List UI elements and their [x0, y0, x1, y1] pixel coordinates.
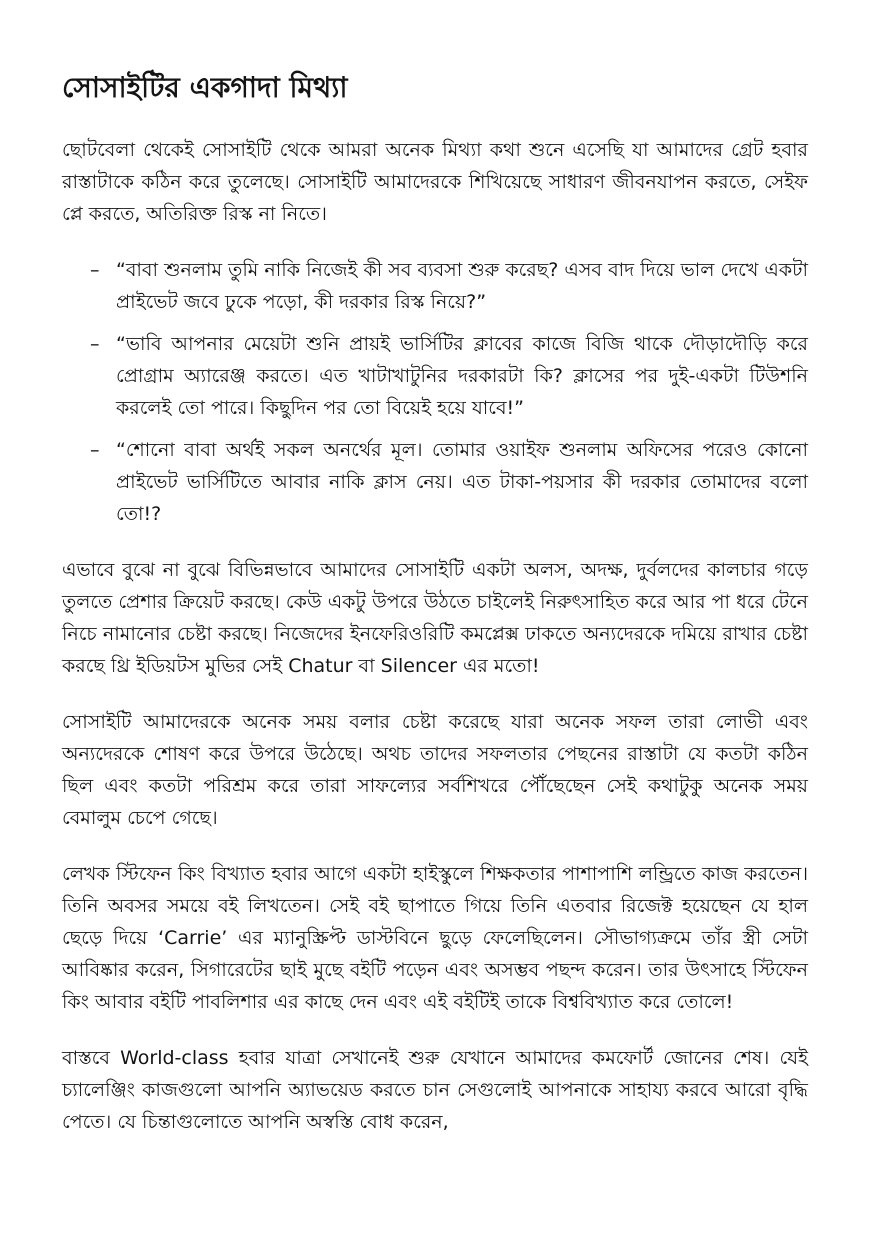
quote-item	[62, 434, 808, 530]
quote-item	[62, 328, 808, 424]
dash-marker: –	[90, 439, 100, 462]
body-paragraph: এভাবে বুঝে না বুঝে বিভিন্নভাবে আমাদের সোসাইটি একটা অলস, অদক্ষ, দুর্বলদের কালচার গড়ে তুলতে প্রেশার ক্রিয়েট করছে। কেউ একটু উপরে উঠতে চাইলেই নিরুৎসাহিত করে আর পা ধরে টেনে নিচে নামানোর চেষ্টা করছে। নিজেদের ইনফেরিওরিটি কমপ্লেক্স ঢাকতে অন্যদেরকে দমিয়ে রাখার চেষ্টা করছে থ্রি ইডিয়টস মুভির সেই Chatur বা Silencer এর মতো!	[62, 559, 808, 678]
quote-item	[62, 254, 808, 318]
quote-text: “শোনো বাবা অর্থই সকল অনর্থের মূল। তোমার ওয়াইফ শুনলাম অফিসের পরেও কোনো প্রাইভেট ভার্সিটিতে আবার নাকি ক্লাস নেয়। এত টাকা-পয়সার কী দরকার তোমাদের বলো তো!?	[116, 439, 808, 526]
dash-marker: –	[90, 259, 100, 282]
body-paragraph: বাস্তবে World-class হবার যাত্রা সেখানেই শুরু যেখানে আমাদের কমফোর্ট জোনের শেষ। যেই চ্যালেঞ্জিং কাজগুলো আপনি অ্যাভয়েড করতে চান সেগুলোই আপনাকে সাহায্য করবে আরো বৃদ্ধি পেতে। যে চিন্তাগুলোতে আপনি অস্বস্তি বোধ করেন,	[62, 1047, 808, 1134]
quote-text: “বাবা শুনলাম তুমি নাকি নিজেই কী সব ব্যবসা শুরু করেছ? এসব বাদ দিয়ে ভাল দেখে একটা প্রাইভেট জবে ঢুকে পড়ো, কী দরকার রিস্ক নিয়ে?”	[116, 259, 808, 314]
body-paragraph: সোসাইটি আমাদেরকে অনেক সময় বলার চেষ্টা করেছে যারা অনেক সফল তারা লোভী এবং অন্যদেরকে শোষণ করে উপরে উঠেছে। অথচ তাদের সফলতার পেছনের রাস্তাটা যে কতটা কঠিন ছিল এবং কতটা পরিশ্রম করে তারা সাফল্যের সর্বশিখরে পৌঁছেছেন সেই কথাটুকু অনেক সময় বেমালুম চেপে গেছে।	[62, 711, 808, 830]
quote-list	[62, 254, 808, 530]
page-title: সোসাইটির একগাদা মিথ্যা	[62, 71, 348, 104]
body-paragraph: লেখক স্টিফেন কিং বিখ্যাত হবার আগে একটা হাইস্কুলে শিক্ষকতার পাশাপাশি লন্ড্রিতে কাজ করতেন। তিনি অবসর সময়ে বই লিখতেন। সেই বই ছাপাতে গিয়ে তিনি এতবার রিজেক্ট হয়েছেন যে হাল ছেড়ে দিয়ে ‘Carrie’ এর ম্যানুস্ক্রিপ্ট ডাস্টবিনে ছুড়ে ফেলেছিলেন। সৌভাগ্যক্রমে তাঁর স্ত্রী সেটা আবিষ্কার করেন, সিগারেটের ছাই মুছে বইটি পড়েন এবং অসম্ভব পছন্দ করেন। তার উৎসাহে স্টিফেন কিং আবার বইটি পাবলিশার এর কাছে দেন এবং এই বইটিই তাকে বিশ্ববিখ্যাত করে তোলে!	[62, 863, 808, 1014]
quote-text: “ভাবি আপনার মেয়েটা শুনি প্রায়ই ভার্সিটির ক্লাবের কাজে বিজি থাকে দৌড়াদৌড়ি করে প্রোগ্রাম অ্যারেঞ্জ করতে। এত খাটাখাটুনির দরকারটা কি? ক্লাসের পর দুই-একটা টিউশনি করলেই তো পারে। কিছুদিন পর তো বিয়েই হয়ে যাবে!”	[116, 333, 808, 420]
intro-paragraph: ছোটবেলা থেকেই সোসাইটি থেকে আমরা অনেক মিথ্যা কথা শুনে এসেছি যা আমাদের গ্রেট হবার রাস্তাটাকে কঠিন করে তুলেছে। সোসাইটি আমাদেরকে শিখিয়েছে সাধারণ জীবনযাপন করতে, সেইফ প্লে করতে, অতিরিক্ত রিস্ক না নিতে।	[62, 139, 808, 226]
dash-marker: –	[90, 333, 100, 356]
